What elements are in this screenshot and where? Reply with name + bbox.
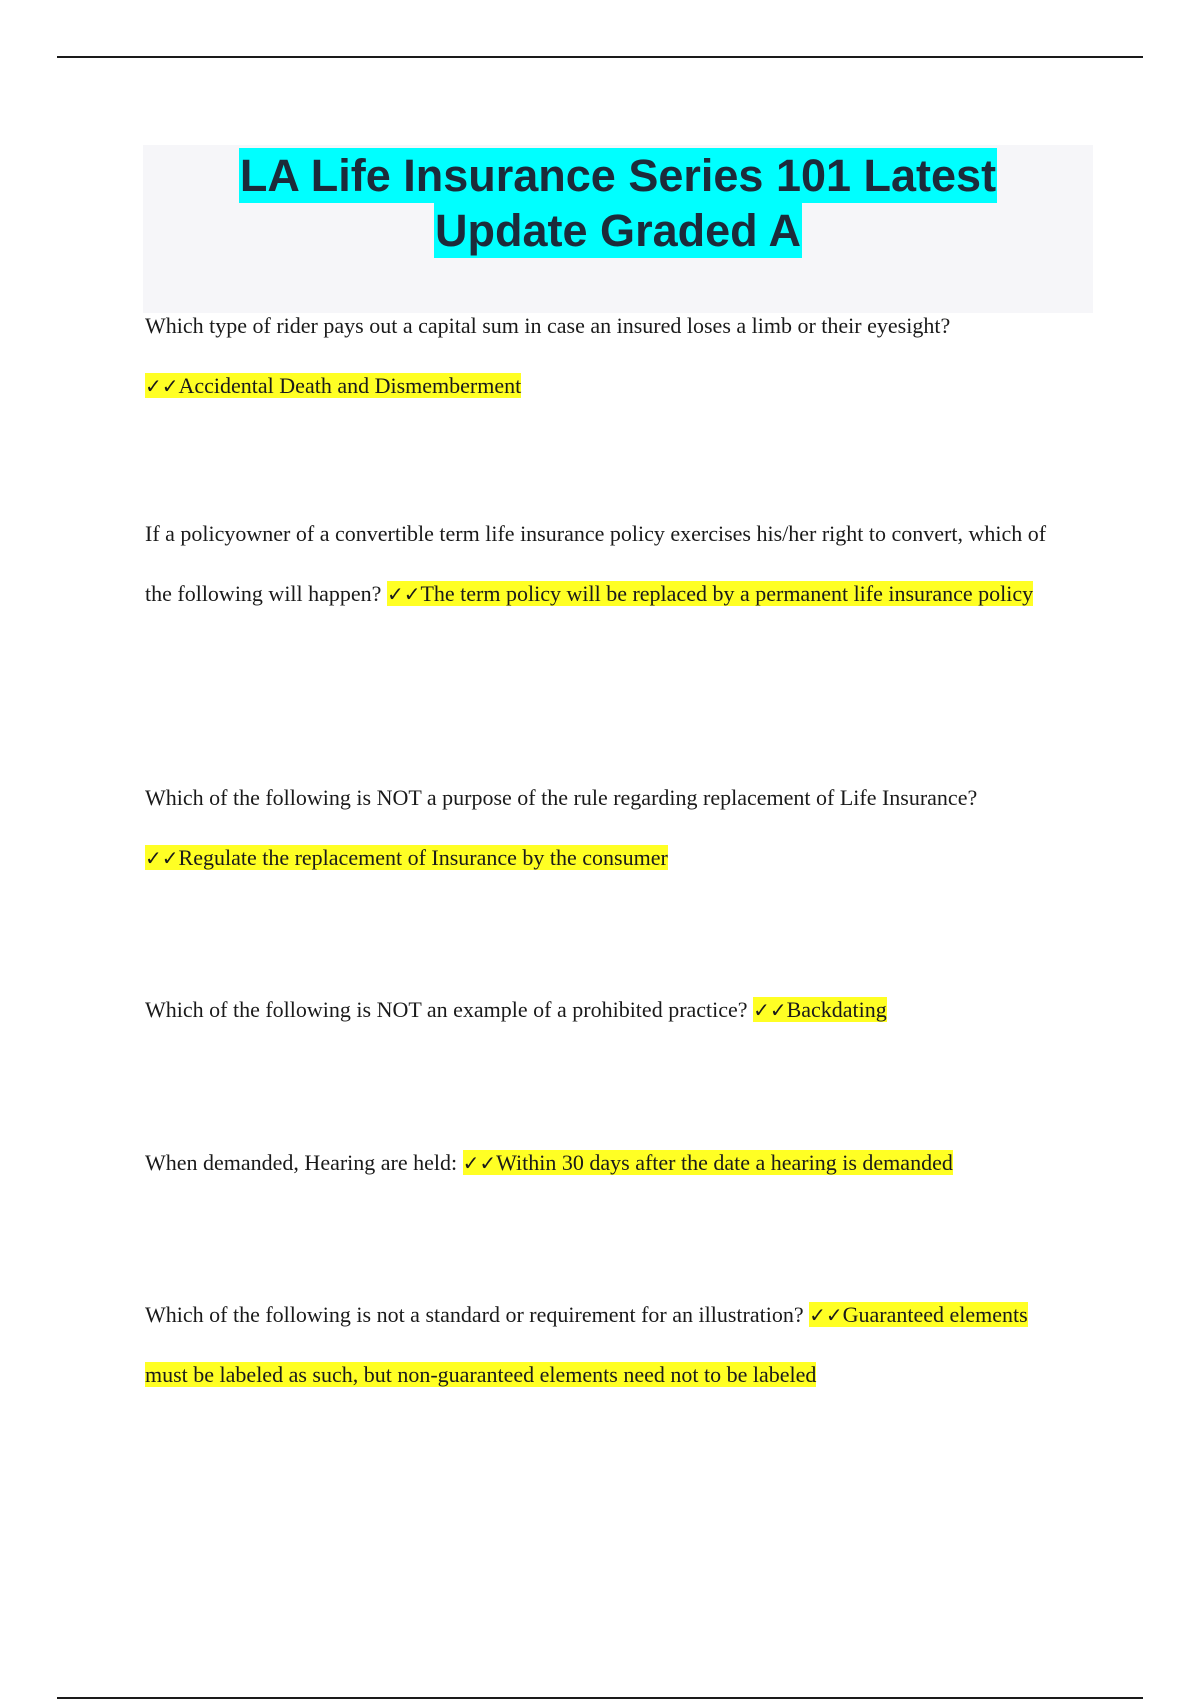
question-text: Which of the following is NOT an example of a prohibited practice? — [145, 997, 748, 1022]
qa-item-4 — [145, 980, 1075, 1040]
question-text: Which type of rider pays out a capital sum in case an insured loses a limb or their eyesight? — [145, 313, 951, 338]
qa-item-2 — [145, 504, 1075, 624]
title-line-2: Update Graded A — [435, 205, 801, 256]
qa-item-1 — [145, 296, 1075, 416]
answer-highlight — [463, 1150, 953, 1175]
question-text: If a policyowner of a convertible term life insurance policy exercises his/her right to convert, which of the following will happen? — [145, 521, 1047, 606]
qa-item-3 — [145, 768, 1075, 888]
qa-item-6 — [145, 1285, 1075, 1405]
answer-text: Guaranteed elements must be labeled as such, but non-guaranteed elements need not to be labeled — [145, 1302, 1028, 1387]
answer-highlight — [387, 581, 1033, 606]
answer-text: Accidental Death and Dismemberment — [178, 373, 522, 398]
question-text: When demanded, Hearing are held: — [145, 1150, 458, 1175]
answer-text: Regulate the replacement of Insurance by the consumer — [178, 845, 668, 870]
answer-highlight — [145, 373, 521, 398]
answer-text: The term policy will be replaced by a permanent life insurance policy — [420, 581, 1034, 606]
double-check-icon: ✓✓ — [145, 846, 179, 870]
document-title — [143, 148, 1093, 258]
double-check-icon: ✓✓ — [145, 374, 179, 398]
double-check-icon: ✓✓ — [386, 582, 421, 606]
title-line-1: LA Life Insurance Series 101 Latest — [239, 150, 997, 201]
qa-item-5 — [145, 1133, 1075, 1193]
question-text: Which of the following is not a standard or requirement for an illustration? — [145, 1302, 804, 1327]
answer-highlight — [753, 997, 887, 1022]
double-check-icon: ✓✓ — [809, 1303, 843, 1327]
bottom-rule — [57, 1697, 1143, 1699]
double-check-icon: ✓✓ — [753, 998, 787, 1022]
answer-highlight — [145, 845, 668, 870]
title-panel — [143, 145, 1093, 313]
answer-text: Backdating — [786, 997, 887, 1022]
answer-text: Within 30 days after the date a hearing is demanded — [496, 1150, 953, 1175]
top-rule — [57, 56, 1143, 58]
double-check-icon: ✓✓ — [462, 1151, 497, 1175]
question-text: Which of the following is NOT a purpose of the rule regarding replacement of Life Insurance? — [145, 785, 978, 810]
